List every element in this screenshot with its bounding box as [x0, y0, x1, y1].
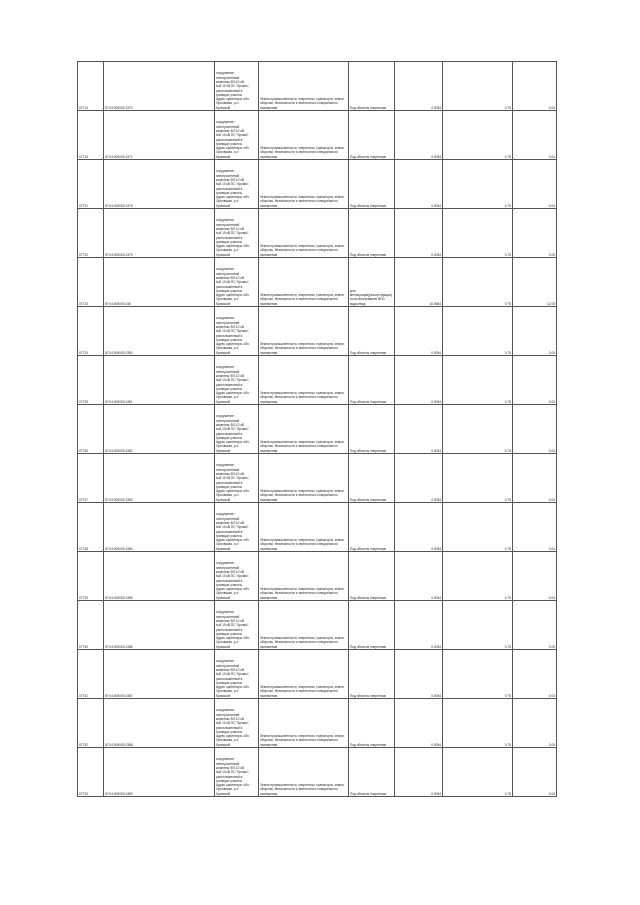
- land-category-cell: Земли промышленности, энергетики, транспорта, земли обороны, безопасности и земли иного специального назначения: [259, 748, 349, 797]
- location-description-cell: сооружение: электросетевой комплекс ВЛ-10 кВ №8 10 кВ ПС "Кромы", расположенный в границах участка. Адрес ориентира: обл. Орловская, р-н Кромской: [215, 454, 259, 503]
- table-row: [78, 160, 557, 209]
- permitted-use-cell: для мелиорации(реконструкции) по использованию ВНС-водоотвод: [349, 258, 395, 307]
- area-value-cell: 0.0054: [395, 503, 443, 552]
- location-description-cell: сооружение: электросетевой комплекс ВЛ-10 кВ №8 10 кВ ПС "Кромы", расположенный в границах участка. Адрес ориентира: обл. Орловская, р-н Кромской: [215, 307, 259, 356]
- rate-value-cell: 0.75: [443, 405, 513, 454]
- tax-value-cell: 0.04: [513, 111, 557, 160]
- land-category-cell: Земли промышленности, энергетики, транспорта, земли обороны, безопасности и земли иного специального назначения: [259, 601, 349, 650]
- location-description-cell: сооружение: электросетевой комплекс ВЛ-10 кВ №8 10 кВ ПС "Кромы", расположенный в границах участка. Адрес ориентира: обл. Орловская, р-н Кромской: [215, 111, 259, 160]
- area-value-cell: 0.0054: [395, 160, 443, 209]
- land-category-cell: Земли промышленности, энергетики, транспорта, земли обороны, безопасности и земли иного специального назначения: [259, 503, 349, 552]
- permitted-use-cell: Под объекты энергетики: [349, 307, 395, 356]
- cadastral-number-cell: 57:04:000000:1379: [104, 209, 215, 258]
- table-row: [78, 111, 557, 160]
- cadastral-number-cell: 57:04:000000:138: [104, 258, 215, 307]
- permitted-use-cell: Под объекты энергетики: [349, 699, 395, 748]
- land-category-cell: Земли промышленности, энергетики, транспорта, земли обороны, безопасности и земли иного специального назначения: [259, 62, 349, 111]
- row-number-cell: 07722: [78, 209, 104, 258]
- tax-value-cell: 12.05: [513, 258, 557, 307]
- location-description-cell: сооружение: электросетевой комплекс ВЛ-10 кВ №8 10 кВ ПС "Кромы", расположенный в границах участка. Адрес ориентира: обл. Орловская, р-н Кромской: [215, 160, 259, 209]
- permitted-use-cell: Под объекты энергетики: [349, 503, 395, 552]
- rate-value-cell: 0.75: [443, 650, 513, 699]
- cadastral-number-cell: 57:04:000000:1382: [104, 405, 215, 454]
- location-description-cell: сооружение: электросетевой комплекс ВЛ-10 кВ №8 10 кВ ПС "Кромы", расположенный в границах участка. Адрес ориентира: обл. Орловская, р-н Кромской: [215, 356, 259, 405]
- row-number-cell: 07714: [78, 62, 104, 111]
- permitted-use-cell: Под объекты энергетики: [349, 111, 395, 160]
- tax-value-cell: 0.04: [513, 748, 557, 797]
- table-row: [78, 552, 557, 601]
- tax-value-cell: 0.04: [513, 307, 557, 356]
- land-category-cell: Земли промышленности, энергетики, транспорта, земли обороны, безопасности и земли иного специального назначения: [259, 160, 349, 209]
- table-row: [78, 258, 557, 307]
- tax-value-cell: 0.04: [513, 62, 557, 111]
- tax-value-cell: 0.04: [513, 552, 557, 601]
- tax-value-cell: 0.04: [513, 405, 557, 454]
- rate-value-cell: 0.75: [443, 209, 513, 258]
- rate-value-cell: 0.75: [443, 307, 513, 356]
- location-description-cell: сооружение: электросетевой комплекс ВЛ-10 кВ №8 10 кВ ПС "Кромы", расположенный в границах участка. Адрес ориентира: обл. Орловская, р-н Кромской: [215, 552, 259, 601]
- rate-value-cell: 0.75: [443, 552, 513, 601]
- rate-value-cell: 0.75: [443, 748, 513, 797]
- area-value-cell: 0.0054: [395, 111, 443, 160]
- area-value-cell: 0.0054: [395, 356, 443, 405]
- location-description-cell: сооружение: электросетевой комплекс ВЛ-10 кВ №8 10 кВ ПС "Кромы", расположенный в границах участка. Адрес ориентира: обл. Орловская, р-н Кромской: [215, 405, 259, 454]
- table-row: [78, 650, 557, 699]
- rate-value-cell: 0.75: [443, 503, 513, 552]
- land-category-cell: Земли промышленности, энергетики, транспорта, земли обороны, безопасности и земли иного специального назначения: [259, 699, 349, 748]
- row-number-cell: 07723: [78, 258, 104, 307]
- land-category-cell: Земли промышленности, энергетики, транспорта, земли обороны, безопасности и земли иного специального назначения: [259, 111, 349, 160]
- location-description-cell: сооружение: электросетевой комплекс ВЛ-10 кВ №8 10 кВ ПС "Кромы", расположенный в границах участка. Адрес ориентира: обл. Орловская, р-н Кромской: [215, 503, 259, 552]
- table-row: [78, 503, 557, 552]
- area-value-cell: 0.0054: [395, 552, 443, 601]
- area-value-cell: 0.0054: [395, 601, 443, 650]
- table-row: [78, 601, 557, 650]
- land-category-cell: Земли промышленности, энергетики, транспорта, земли обороны, безопасности и земли иного специального назначения: [259, 454, 349, 503]
- rate-value-cell: 0.75: [443, 601, 513, 650]
- tax-value-cell: 0.04: [513, 503, 557, 552]
- permitted-use-cell: Под объекты энергетики: [349, 209, 395, 258]
- tax-value-cell: 0.04: [513, 356, 557, 405]
- tax-value-cell: 0.04: [513, 160, 557, 209]
- tax-value-cell: 0.04: [513, 699, 557, 748]
- land-category-cell: Земли промышленности, энергетики, транспорта, земли обороны, безопасности и земли иного специального назначения: [259, 307, 349, 356]
- row-number-cell: 07732: [78, 699, 104, 748]
- rate-value-cell: 0.75: [443, 62, 513, 111]
- rate-value-cell: 0.75: [443, 454, 513, 503]
- land-category-cell: Земли промышленности, энергетики, транспорта, земли обороны, безопасности и земли иного специального назначения: [259, 356, 349, 405]
- row-number-cell: 07726: [78, 405, 104, 454]
- permitted-use-cell: Под объекты энергетики: [349, 601, 395, 650]
- table-row: [78, 405, 557, 454]
- tax-value-cell: 0.04: [513, 454, 557, 503]
- permitted-use-cell: Под объекты энергетики: [349, 454, 395, 503]
- location-description-cell: сооружение: электросетевой комплекс ВЛ-10 кВ №8 10 кВ ПС "Кромы", расположенный в границах участка. Адрес ориентира: обл. Орловская, р-н Кромской: [215, 650, 259, 699]
- cadastral-number-cell: 57:04:000000:1385: [104, 552, 215, 601]
- cadastral-number-cell: 57:04:000000:1378: [104, 160, 215, 209]
- permitted-use-cell: Под объекты энергетики: [349, 552, 395, 601]
- tax-value-cell: 0.04: [513, 650, 557, 699]
- row-number-cell: 07731: [78, 650, 104, 699]
- cadastral-number-cell: 57:04:000000:1380: [104, 307, 215, 356]
- rate-value-cell: 0.75: [443, 258, 513, 307]
- cadastral-number-cell: 57:04:000000:1386: [104, 601, 215, 650]
- land-category-cell: Земли промышленности, энергетики, транспорта, земли обороны, безопасности и земли иного специального назначения: [259, 405, 349, 454]
- area-value-cell: 0.0054: [395, 405, 443, 454]
- permitted-use-cell: Под объекты энергетики: [349, 405, 395, 454]
- area-value-cell: 0.0054: [395, 748, 443, 797]
- row-number-cell: 07724: [78, 307, 104, 356]
- land-category-cell: Земли промышленности, энергетики, транспорта, земли обороны, безопасности и земли иного специального назначения: [259, 209, 349, 258]
- table-row: [78, 307, 557, 356]
- rate-value-cell: 0.75: [443, 699, 513, 748]
- cadastral-number-cell: 57:04:000000:1372: [104, 111, 215, 160]
- area-value-cell: 0.0054: [395, 650, 443, 699]
- cadastral-number-cell: 57:04:000000:1388: [104, 699, 215, 748]
- area-value-cell: 0.0054: [395, 454, 443, 503]
- area-value-cell: 0.0054: [395, 62, 443, 111]
- table-row: [78, 62, 557, 111]
- permitted-use-cell: Под объекты энергетики: [349, 748, 395, 797]
- land-category-cell: Земли промышленности, энергетики, транспорта, земли обороны, безопасности и земли иного специального назначения: [259, 552, 349, 601]
- table-row: [78, 356, 557, 405]
- land-registry-table: [77, 61, 557, 797]
- row-number-cell: 07715: [78, 111, 104, 160]
- rate-value-cell: 0.75: [443, 111, 513, 160]
- cadastral-number-cell: 57:04:000000:1383: [104, 454, 215, 503]
- row-number-cell: 07729: [78, 552, 104, 601]
- cadastral-number-cell: 57:04:000000:1384: [104, 503, 215, 552]
- table-row: [78, 748, 557, 797]
- location-description-cell: сооружение: электросетевой комплекс ВЛ-10 кВ №8 10 кВ ПС "Кромы", расположенный в границах участка. Адрес ориентира: обл. Орловская, р-н Кромской: [215, 699, 259, 748]
- area-value-cell: 0.0054: [395, 699, 443, 748]
- area-value-cell: 0.0054: [395, 307, 443, 356]
- location-description-cell: сооружение: электросетевой комплекс ВЛ-10 кВ №8 10 кВ ПС "Кромы", расположенный в границах участка. Адрес ориентира: обл. Орловская, р-н Кромской: [215, 258, 259, 307]
- row-number-cell: 07728: [78, 503, 104, 552]
- row-number-cell: 07721: [78, 160, 104, 209]
- row-number-cell: 07725: [78, 356, 104, 405]
- table-row: [78, 454, 557, 503]
- tax-value-cell: 0.04: [513, 601, 557, 650]
- tax-value-cell: 0.04: [513, 209, 557, 258]
- permitted-use-cell: Под объекты энергетики: [349, 62, 395, 111]
- permitted-use-cell: Под объекты энергетики: [349, 160, 395, 209]
- table-body: [78, 62, 557, 797]
- land-category-cell: Земли промышленности, энергетики, транспорта, земли обороны, безопасности и земли иного специального назначения: [259, 258, 349, 307]
- location-description-cell: сооружение: электросетевой комплекс ВЛ-10 кВ №8 10 кВ ПС "Кромы", расположенный в границах участка. Адрес ориентира: обл. Орловская, р-н Кромской: [215, 62, 259, 111]
- permitted-use-cell: Под объекты энергетики: [349, 356, 395, 405]
- row-number-cell: 07733: [78, 748, 104, 797]
- cadastral-number-cell: 57:04:000000:1370: [104, 62, 215, 111]
- table-row: [78, 699, 557, 748]
- area-value-cell: 0.0054: [395, 209, 443, 258]
- area-value-cell: 16.0664: [395, 258, 443, 307]
- rate-value-cell: 0.75: [443, 160, 513, 209]
- row-number-cell: 07730: [78, 601, 104, 650]
- cadastral-number-cell: 57:04:000000:1381: [104, 356, 215, 405]
- cadastral-number-cell: 57:04:000000:1389: [104, 748, 215, 797]
- rate-value-cell: 0.75: [443, 356, 513, 405]
- table-row: [78, 209, 557, 258]
- location-description-cell: сооружение: электросетевой комплекс ВЛ-10 кВ №8 10 кВ ПС "Кромы", расположенный в границах участка. Адрес ориентира: обл. Орловская, р-н Кромской: [215, 748, 259, 797]
- location-description-cell: сооружение: электросетевой комплекс ВЛ-10 кВ №8 10 кВ ПС "Кромы", расположенный в границах участка. Адрес ориентира: обл. Орловская, р-н Кромской: [215, 209, 259, 258]
- cadastral-number-cell: 57:04:000000:1387: [104, 650, 215, 699]
- permitted-use-cell: Под объекты энергетики: [349, 650, 395, 699]
- row-number-cell: 07727: [78, 454, 104, 503]
- land-category-cell: Земли промышленности, энергетики, транспорта, земли обороны, безопасности и земли иного специального назначения: [259, 650, 349, 699]
- location-description-cell: сооружение: электросетевой комплекс ВЛ-10 кВ №8 10 кВ ПС "Кромы", расположенный в границах участка. Адрес ориентира: обл. Орловская, р-н Кромской: [215, 601, 259, 650]
